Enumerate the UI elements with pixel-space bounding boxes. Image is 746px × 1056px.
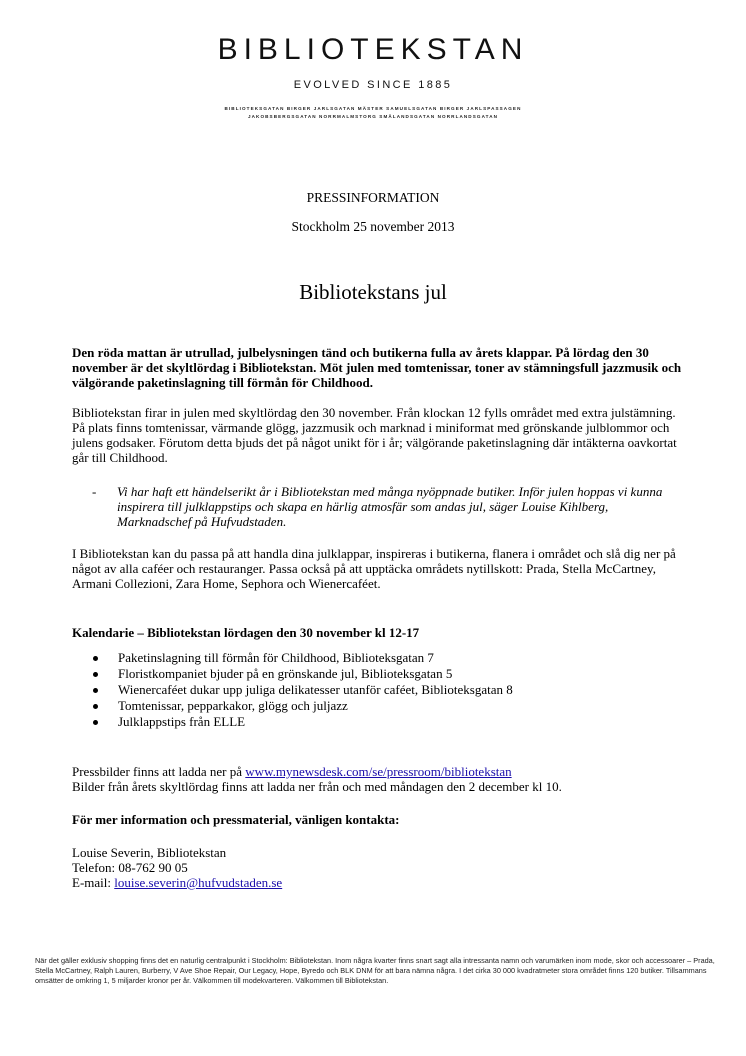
lead-paragraph: Den röda mattan är utrullad, julbelysningen tänd och butikerna fulla av årets klappar. På lördag den 30 november är det skyltlördag i Bibliotekstan. Möt julen med tomtenissar, toner av stämningsfull jazzmusik och välgörande paketinslagning till förmån för Childhood. <box>72 345 682 390</box>
calendar-title: Kalendarie – Bibliotekstan lördagen den 30 november kl 12-17 <box>72 625 420 640</box>
bullet-icon <box>93 688 98 693</box>
quote-dash: - <box>92 484 97 499</box>
list-item-text: Tomtenissar, pepparkakor, glögg och juljazz <box>118 698 348 713</box>
list-item-text: Paketinslagning till förmån för Childhood, Biblioteksgatan 7 <box>118 650 434 665</box>
list-item <box>93 682 513 698</box>
press-prefix: Pressbilder finns att ladda ner på <box>72 764 246 779</box>
quote-text: Vi har haft ett händelserikt år i Bibliotekstan med många nyöppnade butiker. Inför julen hoppas vi kunna inspirera till julklappstips och skapa en härlig atmosfär som andas jul, säger Louise Kihlberg, Marknadschef på Hufvudstaden. <box>117 484 663 529</box>
contact-name: Louise Severin, Bibliotekstan <box>72 845 227 860</box>
list-item <box>93 698 513 714</box>
street-list-line-2: JAKOBSBERGSGATAN NORRMALMSTORG SMÅLANDSGATAN NORRLANDSGATAN <box>247 114 499 119</box>
list-item-text: Floristkompaniet bjuder på en grönskande jul, Biblioteksgatan 5 <box>118 666 453 681</box>
contact-phone: Telefon: 08-762 90 05 <box>72 860 188 875</box>
list-item <box>93 666 513 682</box>
body-paragraph-2: I Bibliotekstan kan du passa på att handla dina julklappar, inspireras i butikerna, flanera i området och slå dig ner på något av alla caféer och restauranger. Passa också på att upptäcka områdets nytillskott: Prada, Stella McCartney, Armani Collezioni, Zara Home, Sephora och Wienercaféet. <box>72 546 676 591</box>
list-item-text: Wienercaféet dukar upp juliga delikatesser utanför caféet, Biblioteksgatan 8 <box>118 682 513 697</box>
street-list-line-1: BIBLIOTEKSGATAN BIRGER JARLSGATAN MÄSTER SAMUELSGATAN BIRGER JARLSPASSAGEN <box>224 106 522 111</box>
contact-title: För mer information och pressmaterial, vänligen kontakta: <box>72 812 400 827</box>
pressroom-link[interactable]: www.mynewsdesk.com/se/pressroom/bibliotekstan <box>245 764 512 779</box>
contact-block <box>72 845 682 890</box>
press-kicker: PRESSINFORMATION <box>306 190 440 205</box>
bullet-icon <box>93 656 98 661</box>
quote-block <box>92 484 682 529</box>
press-line-1 <box>72 764 682 779</box>
contact-email-line <box>72 875 682 890</box>
calendar-list <box>93 650 513 730</box>
brand-tagline: EVOLVED SINCE 1885 <box>293 79 453 91</box>
press-images-info <box>72 764 682 794</box>
page-title: Bibliotekstans jul <box>299 280 447 304</box>
press-line-2: Bilder från årets skyltlördag finns att ladda ner från och med måndagen den 2 december kl 10. <box>72 779 562 794</box>
contact-email-label: E-mail: <box>72 875 115 890</box>
bullet-icon <box>93 720 98 725</box>
bullet-icon <box>93 672 98 677</box>
list-item <box>93 714 513 730</box>
brand-logo: BIBLIOTEKSTAN <box>217 33 529 66</box>
dateline: Stockholm 25 november 2013 <box>291 219 455 234</box>
body-paragraph-1: Bibliotekstan firar in julen med skyltlördag den 30 november. Från klockan 12 fylls området med extra julstämning. På plats finns tomtenissar, värmande glögg, jazzmusik och marknad i miniformat med grönskande julblommor och julens godsaker. Förutom detta bjuds det på något unikt för i år; välgörande paketinslagning där intäkterna oavkortat går till Childhood. <box>72 405 677 465</box>
list-item-text: Julklappstips från ELLE <box>118 714 246 729</box>
list-item <box>93 650 513 666</box>
footer-text: När det gäller exklusiv shopping finns det en naturlig centralpunkt i Stockholm: Bibliotekstan. Inom några kvarter finns snart sagt alla intressanta namn och varumärken inom mode, skor och accessoarer – Prada, Stella McCartney, Ralph Lauren, Burberry, V Ave Shoe Repair, Our Legacy, Hope, Byredo och BLK DNM för att bara nämna några. I det cirka 30 000 kvadratmeter stora området finns 120 butiker. Tillsammans omsätter de omkring 1, 5 miljarder kronor per år. Välkommen till modekvarteren. Välkommen till Bibliotekstan. <box>35 956 715 985</box>
bullet-icon <box>93 704 98 709</box>
contact-email-link[interactable]: louise.severin@hufvudstaden.se <box>114 875 283 890</box>
